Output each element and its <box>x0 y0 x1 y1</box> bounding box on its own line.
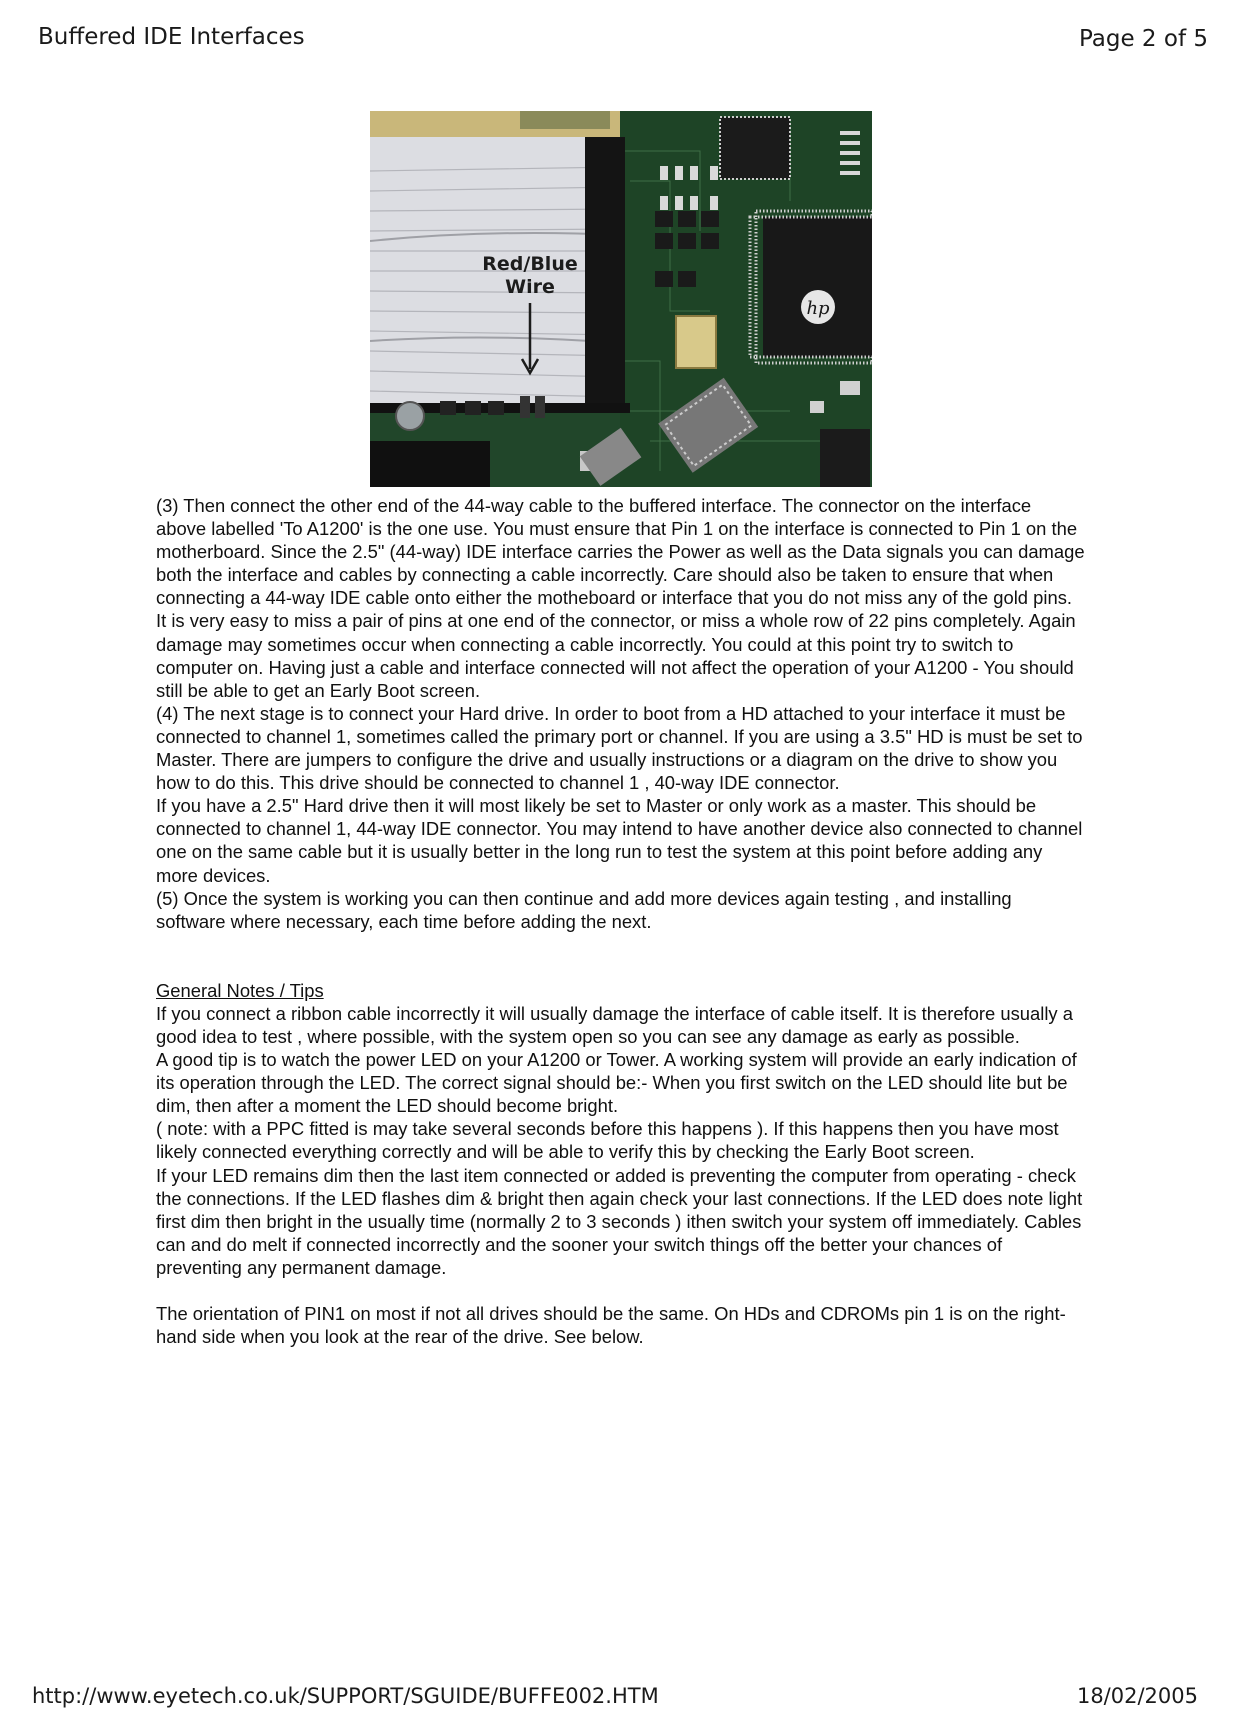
motherboard-photo <box>370 111 872 487</box>
notes-paragraph-4: If your LED remains dim then the last item connected or added is preventing the computer from operating - check the connections. If the LED flashes dim & bright then again check your last connections. If the LED does note light first dim then bright in the usually time (normally 2 to 3 seconds ) ithen switch your system off immediately. Cables can and do melt if connected incorrectly and the sooner your switch things off the better your chances of preventing any permanent damage. <box>156 1164 1083 1278</box>
main-content <box>156 494 1086 1348</box>
notes-paragraph-3: ( note: with a PPC fitted is may take several seconds before this happens ). If this happens then you have most likely connected everything correctly and will be able to verify this by checking the Early Boot screen. <box>156 1118 1059 1163</box>
label-line-1: Red/Blue <box>482 253 578 275</box>
label-line-2: Wire <box>505 276 555 298</box>
page-number: Page 2 of 5 <box>1078 26 1208 52</box>
document-title: Buffered IDE Interfaces <box>38 24 305 50</box>
red-blue-wire-label <box>482 253 578 299</box>
notes-paragraph-2: A good tip is to watch the power LED on your A1200 or Tower. A working system will provide an early indication of its operation through the LED. The correct signal should be:- When you first switch on the LED should lite but be dim, then after a moment the LED should become bright. <box>156 1049 1077 1117</box>
hp-chip-logo: hp <box>806 298 830 319</box>
motherboard-illustration <box>370 111 872 487</box>
hard-drive-paragraph: If you have a 2.5" Hard drive then it will most likely be set to Master or only work as a master. This should be connected to channel 1, 44-way IDE connector. You may intend to have another device also connected to channel one on the same cable but it is usually better in the long run to test the system at this point before adding any more devices. <box>156 795 1083 886</box>
source-url: http://www.eyetech.co.uk/SUPPORT/SGUIDE/BUFFE002.HTM <box>32 1684 659 1708</box>
step-4-paragraph: (4) The next stage is to connect your Hard drive. In order to boot from a HD attached to your interface it must be connected to channel 1, sometimes called the primary port or channel. If you are using a 3.5" HD is must be set to Master. There are jumpers to configure the drive and usually instructions or a diagram on the drive to show you how to do this. This drive should be connected to channel 1 , 40-way IDE connector. <box>156 702 1083 794</box>
print-date: 18/02/2005 <box>1076 1684 1198 1708</box>
notes-heading: General Notes / Tips <box>156 979 324 1001</box>
step-5-paragraph: (5) Once the system is working you can then continue and add more devices again testing , and installing software where necessary, each time before adding the next. <box>156 887 1012 932</box>
step-3-paragraph: (3) Then connect the other end of the 44-way cable to the buffered interface. The connector on the interface above labelled 'To A1200' is the one use. You must ensure that Pin 1 on the interface is connected to Pin 1 on the motherboard. Since the 2.5" (44-way) IDE interface carries the Power as well as the Data signals you can damage both the interface and cables by connecting a cable incorrectly. Care should also be taken to ensure that when connecting a 44-way IDE cable onto either the motheboard or interface that you do not miss any of the gold pins. It is very easy to miss a pair of pins at one end of the connector, or miss a whole row of 22 pins completely. Again damage may sometimes occur when connecting a cable incorrectly. You could at this point try to switch to computer on. Having just a cable and interface connected will not affect the operation of your A1200 - You should still be able to get an Early Boot screen. <box>156 495 1085 701</box>
notes-paragraph-1: If you connect a ribbon cable incorrectly it will usually damage the interface of cable itself. It is therefore usually a good idea to test , where possible, with the system open so you can see any damage as early as possible. <box>156 1002 1073 1047</box>
orientation-paragraph: The orientation of PIN1 on most if not all drives should be the same. On HDs and CDROMs pin 1 is on the right-hand side when you look at the rear of the drive. See below. <box>156 1303 1066 1348</box>
